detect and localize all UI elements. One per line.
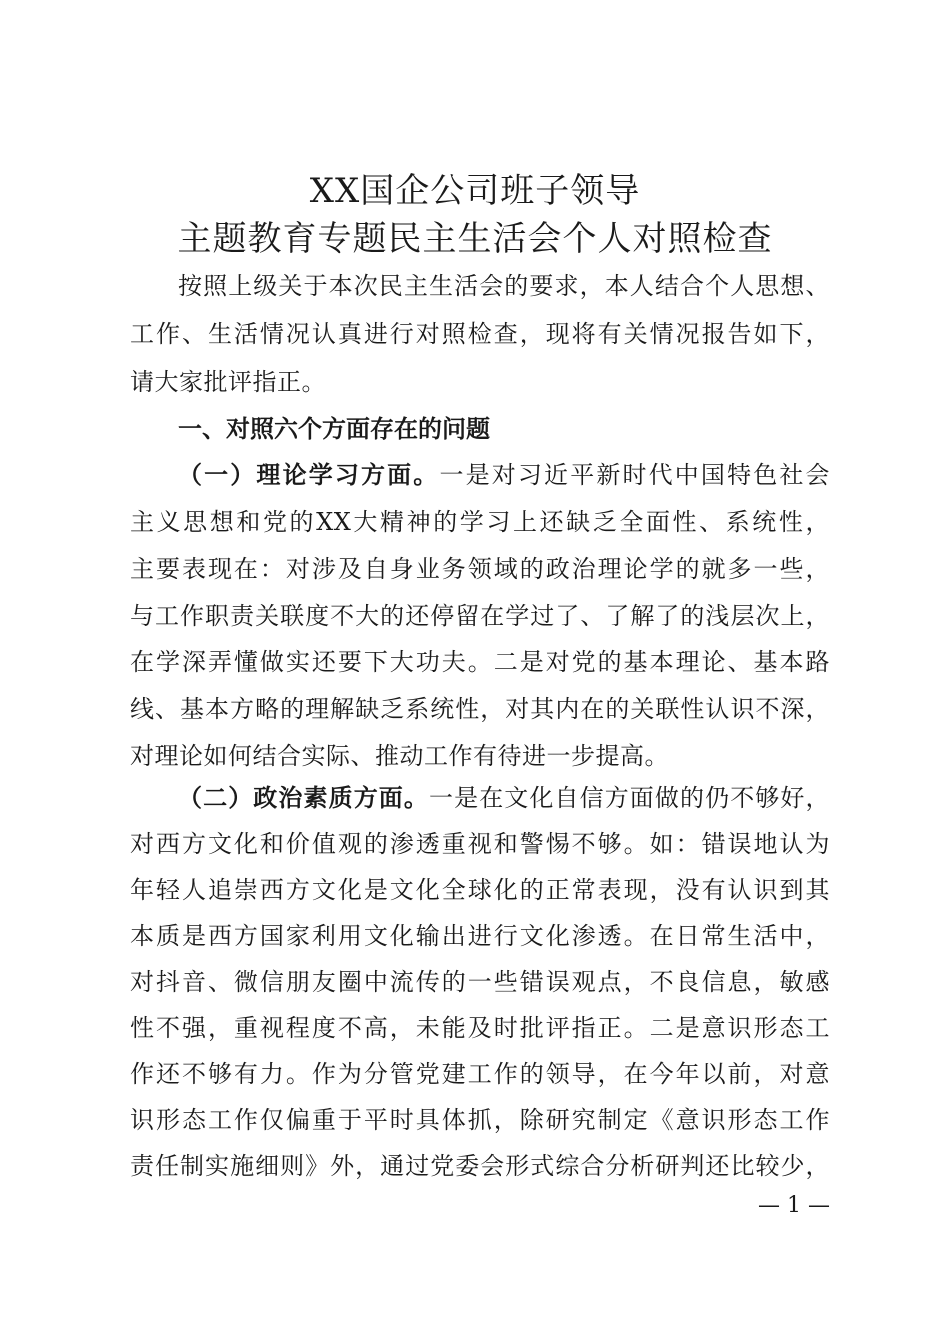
paragraph-line: 作还不够有力。作为分管党建工作的领导，在今年以前，对意 — [130, 1060, 830, 1088]
subsection-label: （一）理论学习方面。 — [178, 460, 440, 489]
paragraph-line: 责任制实施细则》外，通过党委会形式综合分析研判还比较少， — [130, 1152, 830, 1180]
paragraph-line — [178, 460, 830, 490]
page-number: — 1 — — [758, 1193, 830, 1218]
paragraph-line: 对理论如何结合实际、推动工作有待进一步提高。 — [130, 742, 669, 770]
paragraph-line: 对西方文化和价值观的渗透重视和警惕不够。如：错误地认为 — [130, 830, 830, 858]
paragraph-line: 性不强，重视程度不高，未能及时批评指正。二是意识形态工 — [130, 1014, 830, 1042]
document-title-line-2: 主题教育专题民主生活会个人对照检查 — [177, 219, 773, 259]
section-heading: 一、对照六个方面存在的问题 — [178, 415, 490, 443]
paragraph-line: 线、基本方略的理解缺乏系统性，对其内在的关联性认识不深， — [130, 695, 830, 723]
paragraph-text: 一是对习近平新时代中国特色社会 — [439, 461, 831, 489]
paragraph-line: 对抖音、微信朋友圈中流传的一些错误观点，不良信息，敏感 — [130, 968, 830, 996]
intro-line: 工作、生活情况认真进行对照检查，现将有关情况报告如下， — [130, 320, 830, 348]
paragraph-line: 年轻人追崇西方文化是文化全球化的正常表现，没有认识到其 — [130, 876, 830, 904]
paragraph-line: 本质是西方国家利用文化输出进行文化渗透。在日常生活中， — [130, 922, 830, 950]
document-title-line-1: XX国企公司班子领导 — [309, 171, 641, 211]
intro-line: 请大家批评指正。 — [130, 368, 326, 396]
paragraph-text: 一是在文化自信方面做的仍不够好， — [429, 784, 830, 812]
paragraph-line: 主义思想和党的XX大精神的学习上还缺乏全面性、系统性， — [130, 508, 830, 536]
paragraph-line: 在学深弄懂做实还要下大功夫。二是对党的基本理论、基本路 — [130, 648, 830, 676]
subsection-label: （二）政治素质方面。 — [178, 783, 429, 812]
paragraph-line: 识形态工作仅偏重于平时具体抓，除研究制定《意识形态工作 — [130, 1106, 830, 1134]
paragraph-line: 主要表现在：对涉及自身业务领域的政治理论学的就多一些， — [130, 555, 830, 583]
intro-line: 按照上级关于本次民主生活会的要求，本人结合个人思想、 — [178, 272, 830, 300]
paragraph-line: 与工作职责关联度不大的还停留在学过了、了解了的浅层次上， — [130, 602, 830, 630]
paragraph-line — [178, 783, 830, 813]
